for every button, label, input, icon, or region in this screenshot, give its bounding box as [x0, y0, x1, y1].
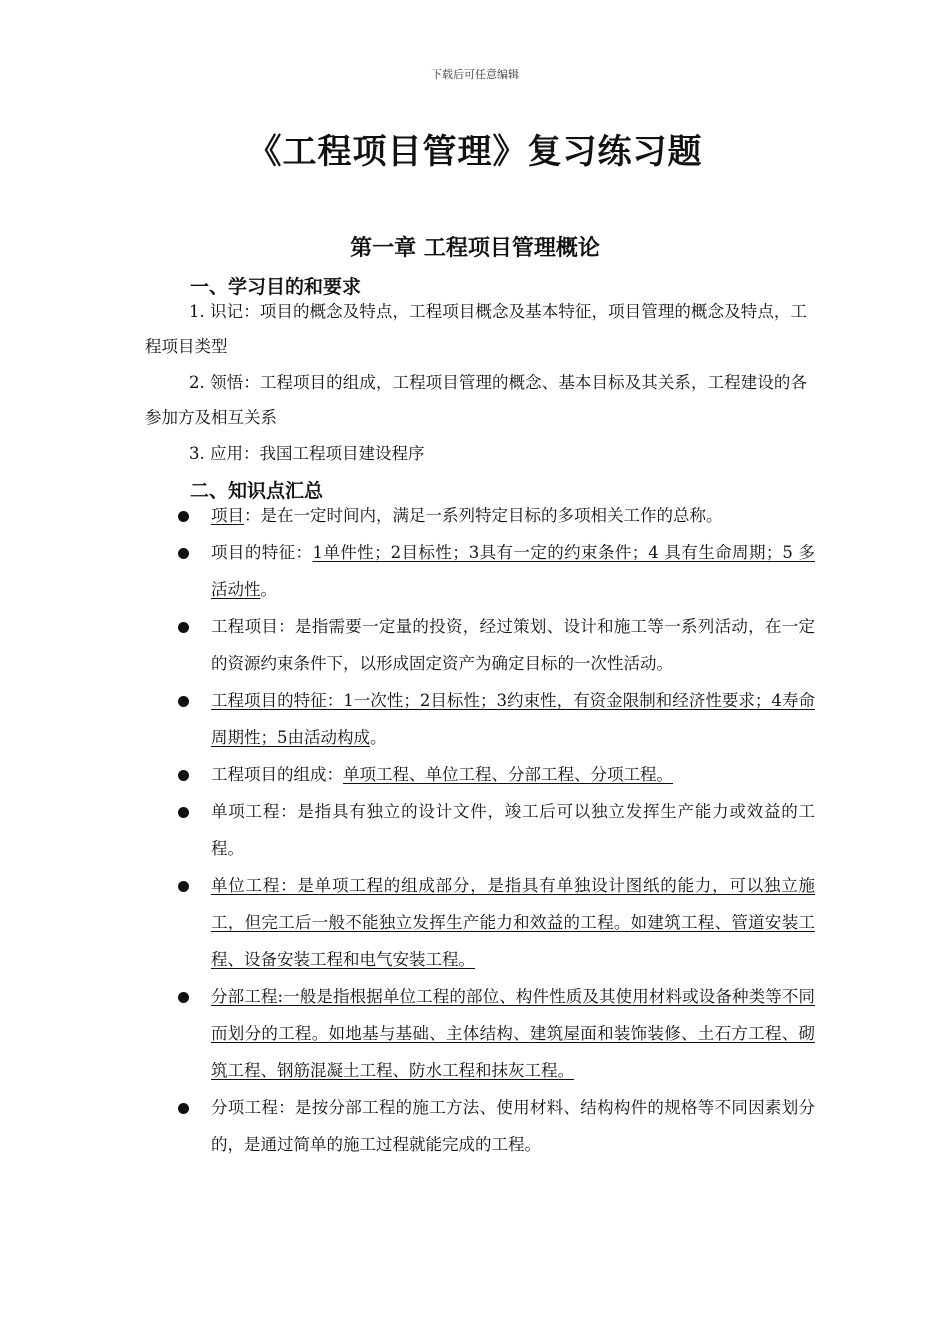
bullet-dot-icon [178, 1103, 189, 1114]
bullet-text: 。 [370, 728, 387, 747]
objective-item: 2. 领悟：工程项目的组成，工程项目管理的概念、基本目标及其关系，工程建设的各参加方及相互关系 [145, 373, 807, 427]
bullet-dot-icon [178, 807, 189, 818]
bullet-text: 单项工程：是指具有独立的设计文件，竣工后可以独立发挥生产能力或效益的工程。 [211, 802, 815, 858]
underlined-text: 单位工程：是单项工程的组成部分，是指具有单独设计图纸的能力，可以独立施工，但完工后一般不能独立发挥生产能力和效益的工程。如建筑工程、管道安装工程、设备安装工程和电气安装工程。 [211, 876, 815, 969]
bullet-dot-icon [178, 770, 189, 781]
underlined-text: 分部工程:一般是指根据单位工程的部位、构件性质及其使用材料或设备种类等不同而划分的工程。如地基与基础、主体结构、建筑屋面和装饰装修、土石方工程、砌筑工程、钢筋混凝土工程、防水工程和抹灰工程。 [211, 987, 815, 1080]
knowledge-bullet-list [175, 497, 815, 1163]
underlined-text: 单项工程、单位工程、分部工程、分项工程。 [343, 765, 673, 784]
objective-item: 3. 应用：我国工程项目建设程序 [189, 444, 425, 463]
bullet-dot-icon [178, 622, 189, 633]
page-header: 下载后可任意编辑 [431, 68, 519, 81]
underlined-text: 项目 [211, 506, 244, 525]
knowledge-bullet-item [175, 867, 815, 978]
knowledge-bullet-item [175, 534, 815, 608]
bullet-dot-icon [178, 548, 189, 559]
knowledge-bullet-item [175, 793, 815, 867]
bullet-dot-icon [178, 696, 189, 707]
bullet-dot-icon [178, 992, 189, 1003]
knowledge-bullet-item [175, 608, 815, 682]
bullet-text: 项目的特征： [211, 543, 313, 562]
bullet-dot-icon [178, 881, 189, 892]
section-heading-objectives: 一、学习目的和要求 [190, 276, 362, 298]
section-heading-knowledge: 二、知识点汇总 [190, 480, 324, 502]
bullet-dot-icon [178, 511, 189, 522]
bullet-text: 工程项目：是指需要一定量的投资，经过策划、设计和施工等一系列活动，在一定的资源约束条件下，以形成固定资产为确定目标的一次性活动。 [211, 617, 815, 673]
underlined-text: 工程项目的特征：1一次性；2目标性；3约束性，有资金限制和经济性要求；4寿命周期性；5由活动构成 [211, 691, 815, 747]
chapter-heading: 第一章 工程项目管理概论 [350, 235, 600, 261]
knowledge-bullet-item [175, 497, 815, 534]
objective-item: 1. 识记：项目的概念及特点，工程项目概念及基本特征，项目管理的概念及特点，工程项目类型 [145, 302, 807, 356]
bullet-text: 。 [260, 580, 277, 599]
underlined-text: 1单件性；2目标性；3具有一定的约束条件；4 具有生命周期；5 多活动性 [211, 543, 816, 599]
knowledge-bullet-item [175, 756, 815, 793]
bullet-text: 分项工程：是按分部工程的施工方法、使用材料、结构构件的规格等不同因素划分的，是通过简单的施工过程就能完成的工程。 [211, 1098, 815, 1154]
knowledge-bullet-item [175, 978, 815, 1089]
bullet-text: ：是在一定时间内，满足一系列特定目标的多项相关工作的总称。 [244, 506, 723, 525]
knowledge-bullet-item [175, 1089, 815, 1163]
bullet-text: 工程项目的组成： [211, 765, 343, 784]
knowledge-bullet-item [175, 682, 815, 756]
document-title: 《工程项目管理》复习练习题 [247, 132, 703, 172]
